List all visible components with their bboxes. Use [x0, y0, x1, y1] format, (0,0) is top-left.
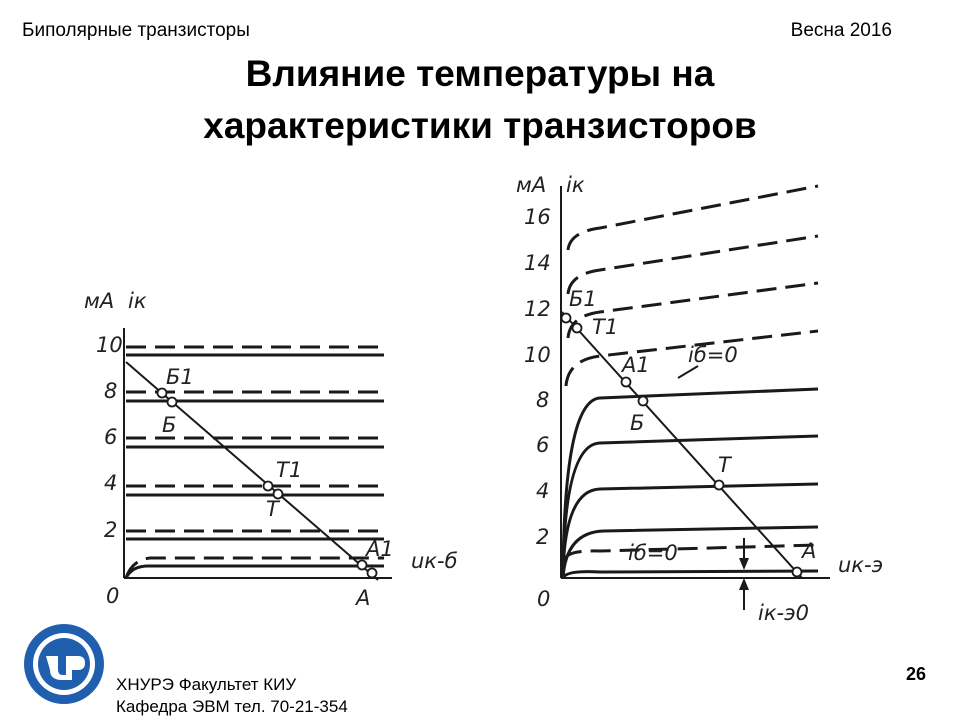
right-graph [516, 173, 883, 625]
left-tick-10: 10 [96, 333, 123, 357]
semester: Весна 2016 [790, 20, 892, 41]
left-solid-curve [126, 566, 384, 578]
left-y-var: iк [128, 289, 147, 313]
right-tick-8: 8 [536, 388, 550, 412]
right-tick-6: 6 [536, 433, 550, 457]
left-point-a1 [358, 561, 367, 570]
right-y-unit: мА [516, 173, 547, 197]
right-tick-14: 14 [524, 251, 551, 275]
left-point-a [368, 569, 377, 578]
right-y-var: iк [566, 173, 585, 197]
right-leakage-label: iк-э0 [758, 601, 809, 625]
right-tick-16: 16 [524, 205, 551, 229]
right-dashed-curve [568, 236, 818, 294]
slide-title-line-2: характеристики транзисторов [203, 105, 757, 146]
left-point-t1 [264, 482, 273, 491]
left-tick-4: 4 [104, 471, 118, 495]
right-tick-12: 12 [524, 297, 551, 321]
right-point-t [715, 481, 724, 490]
right-point-b [639, 397, 648, 406]
right-solid-curve [563, 571, 818, 578]
left-label-a1: A1 [366, 537, 394, 561]
left-point-b1 [158, 389, 167, 398]
left-tick-8: 8 [104, 379, 118, 403]
left-y-unit: мА [84, 289, 115, 313]
left-label-b: Б [162, 413, 177, 437]
left-graph [84, 289, 458, 610]
left-label-t1: T1 [276, 458, 303, 482]
footer-organization: ХНУРЭ Факультет КИУ [116, 675, 297, 694]
right-dashed-curve [568, 186, 818, 250]
left-label-t: T [266, 497, 279, 521]
right-point-a [793, 568, 802, 577]
left-tick-2: 2 [104, 518, 118, 542]
right-curve-label-top-leader [678, 366, 698, 378]
left-point-b [168, 398, 177, 407]
left-dashed-curve [126, 558, 384, 578]
course-name: Биполярные транзисторы [22, 20, 250, 41]
right-tick-10: 10 [524, 343, 551, 367]
left-x-var: uк-б [411, 549, 458, 573]
right-tick-4: 4 [536, 479, 550, 503]
right-label-t: T [718, 453, 731, 477]
leakage-arrowhead-bottom [739, 578, 749, 590]
right-point-t1 [573, 324, 582, 333]
leakage-arrowhead-top [739, 558, 749, 570]
right-label-b1: Б1 [569, 287, 597, 311]
right-solid-curve [563, 436, 818, 578]
right-load-line [562, 312, 802, 578]
right-label-b: Б [630, 411, 645, 435]
right-label-a: A [802, 539, 817, 563]
right-curve-label-top: iб=0 [688, 343, 738, 367]
right-label-t1: T1 [592, 315, 619, 339]
left-origin: 0 [106, 584, 120, 608]
right-curve-label-bottom: iб=0 [628, 541, 678, 565]
right-label-a1: A1 [622, 353, 650, 377]
left-label-b1: Б1 [166, 365, 194, 389]
university-logo-icon [22, 622, 106, 706]
right-origin: 0 [537, 587, 551, 611]
page-number: 26 [905, 664, 926, 684]
right-point-b1 [562, 314, 571, 323]
right-tick-2: 2 [536, 525, 550, 549]
slide-title-line-1: Влияние температуры на [245, 53, 715, 94]
right-x-var: uк-э [838, 553, 884, 577]
footer-department: Кафедра ЭВМ тел. 70-21-354 [116, 697, 348, 716]
left-label-a: A [356, 586, 371, 610]
right-point-a1 [622, 378, 631, 387]
left-tick-6: 6 [104, 425, 118, 449]
